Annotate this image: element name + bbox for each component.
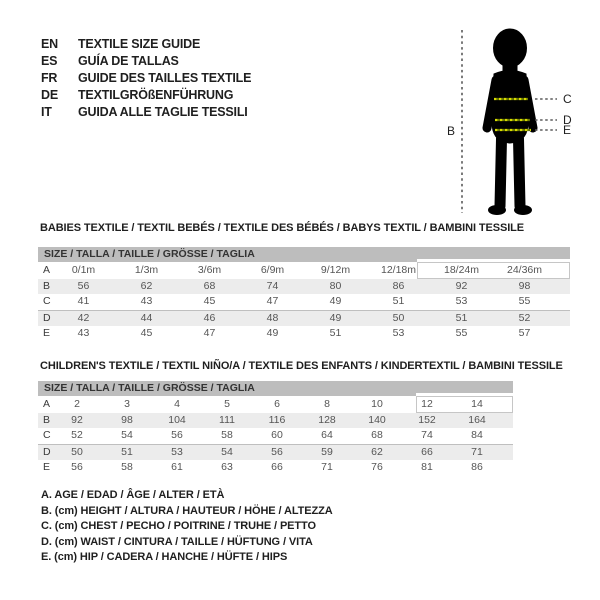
- child-silhouette-figure: [435, 12, 595, 227]
- table-cell: 104: [152, 413, 202, 429]
- child-silhouette: [487, 29, 533, 215]
- spacer-cell: [502, 444, 513, 460]
- language-title: TEXTILGRÖßENFÜHRUNG: [78, 88, 234, 102]
- language-title: TEXTILE SIZE GUIDE: [78, 37, 201, 51]
- table-cell: 55: [455, 327, 468, 339]
- table-cell: 54: [121, 429, 133, 441]
- table-cell: 2: [74, 398, 80, 410]
- spacer-cell: [502, 428, 513, 444]
- table-row: [38, 294, 570, 310]
- size-diagram: [435, 12, 595, 227]
- table-row: [38, 428, 513, 444]
- table-cell: 56: [52, 279, 115, 295]
- table-cell: 45: [140, 327, 153, 339]
- table-cell: 63: [221, 461, 233, 473]
- language-title-block: [41, 36, 251, 121]
- label-e: E: [563, 123, 572, 137]
- table-cell: 14: [471, 398, 483, 410]
- row-label: A: [43, 398, 51, 410]
- table-cell: 53: [392, 327, 405, 339]
- table-cell: 116: [252, 413, 302, 429]
- language-row: [41, 36, 251, 53]
- table-cell: 50: [367, 310, 430, 326]
- table-cell: 62: [115, 279, 178, 295]
- legend-item: E. (cm) HIP / CADERA / HANCHE / HÜFTE / HIPS: [41, 551, 288, 564]
- table-cell: 45: [203, 295, 216, 307]
- table-cell: 1/3m: [134, 264, 159, 276]
- table-cell: 9/12m: [320, 264, 351, 276]
- table-cell: 140: [352, 413, 402, 429]
- language-code: FR: [41, 71, 58, 85]
- language-title: GUÍA DE TALLAS: [78, 54, 179, 68]
- table-cell: 74: [241, 279, 304, 295]
- table-cell: 57: [518, 327, 531, 339]
- table-cell: 48: [241, 310, 304, 326]
- table-cell: 53: [152, 444, 202, 460]
- language-code: IT: [41, 105, 52, 119]
- table-cell: 86: [471, 461, 483, 473]
- table-cell: 41: [77, 295, 90, 307]
- row-label: D: [38, 310, 52, 326]
- table-cell: 53: [455, 295, 468, 307]
- table-cell: 43: [140, 295, 153, 307]
- table-cell: 51: [392, 295, 405, 307]
- row-label: C: [43, 295, 51, 307]
- table-cell: 3/6m: [197, 264, 222, 276]
- table-row: [38, 444, 513, 460]
- table-cell: 47: [266, 295, 279, 307]
- table-cell: 92: [52, 413, 102, 429]
- table-cell: 68: [371, 429, 383, 441]
- table-cell: 6/9m: [260, 264, 285, 276]
- table-cell: 54: [202, 444, 252, 460]
- table-cell: 98: [493, 279, 556, 295]
- table-cell: 58: [221, 429, 233, 441]
- row-label: E: [43, 327, 51, 339]
- table-cell: 68: [178, 279, 241, 295]
- table-cell: 80: [304, 279, 367, 295]
- table-row: [38, 279, 570, 295]
- language-row: [41, 70, 251, 87]
- table-cell: 76: [371, 461, 383, 473]
- table-cell: 43: [77, 327, 90, 339]
- table-cell: 5: [224, 398, 230, 410]
- table-cell: 74: [421, 429, 433, 441]
- label-b: B: [447, 124, 456, 138]
- table-row: [38, 310, 570, 326]
- table-row: [38, 460, 513, 476]
- table-cell: 24/36m: [506, 264, 543, 276]
- table-cell: 55: [518, 295, 531, 307]
- table-cell: 6: [274, 398, 280, 410]
- table-cell: 62: [352, 444, 402, 460]
- table-cell: 86: [367, 279, 430, 295]
- table-cell: 56: [252, 444, 302, 460]
- language-row: [41, 104, 251, 121]
- row-label: B: [38, 413, 52, 429]
- legend-item: B. (cm) HEIGHT / ALTURA / HAUTEUR / HÖHE / ALTEZZA: [41, 504, 333, 517]
- table-cell: 71: [321, 461, 333, 473]
- table-cell: 66: [271, 461, 283, 473]
- babies-highlight-box: [417, 262, 570, 279]
- table-cell: 59: [302, 444, 352, 460]
- table-cell: 152: [402, 413, 452, 429]
- table-cell: 52: [71, 429, 83, 441]
- table-cell: 64: [321, 429, 333, 441]
- table-cell: 49: [304, 310, 367, 326]
- babies-section-title: BABIES TEXTILE / TEXTIL BEBÉS / TEXTILE DES BÉBÉS / BABYS TEXTIL / BAMBINI TESSILE: [40, 222, 525, 234]
- table-cell: 12: [421, 398, 433, 410]
- table-cell: 58: [121, 461, 133, 473]
- legend-item: D. (cm) WAIST / CINTURA / TAILLE / HÜFTUNG / VITA: [41, 535, 313, 548]
- language-row: [41, 87, 251, 104]
- table-cell: 3: [124, 398, 130, 410]
- spacer-cell: [556, 279, 570, 295]
- table-cell: 111: [202, 413, 252, 429]
- table-cell: 92: [430, 279, 493, 295]
- table-cell: 81: [421, 461, 433, 473]
- table-cell: 51: [430, 310, 493, 326]
- row-label: B: [38, 279, 52, 295]
- language-title: GUIDE DES TAILLES TEXTILE: [78, 71, 252, 85]
- table-cell: 98: [102, 413, 152, 429]
- row-label: D: [38, 444, 52, 460]
- spacer-cell: [502, 413, 513, 429]
- table-cell: 49: [329, 295, 342, 307]
- table-cell: 52: [493, 310, 556, 326]
- table-cell: 61: [171, 461, 183, 473]
- row-label: A: [43, 264, 51, 276]
- children-size-header: SIZE / TALLA / TAILLE / GRÖSSE / TAGLIA: [38, 381, 513, 396]
- table-cell: 56: [171, 429, 183, 441]
- language-code: DE: [41, 88, 58, 102]
- table-cell: 4: [174, 398, 180, 410]
- table-cell: 10: [371, 398, 383, 410]
- table-cell: 12/18m: [380, 264, 417, 276]
- table-cell: 51: [102, 444, 152, 460]
- table-cell: 49: [266, 327, 279, 339]
- table-cell: 84: [471, 429, 483, 441]
- table-cell: 50: [52, 444, 102, 460]
- spacer-cell: [556, 310, 570, 326]
- table-cell: 164: [452, 413, 502, 429]
- language-code: ES: [41, 54, 58, 68]
- spacer-cell: [556, 326, 570, 342]
- language-title: GUIDA ALLE TAGLIE TESSILI: [78, 105, 248, 119]
- table-cell: 0/1m: [71, 264, 96, 276]
- row-label: C: [43, 429, 51, 441]
- table-cell: 128: [302, 413, 352, 429]
- legend-item: C. (cm) CHEST / PECHO / POITRINE / TRUHE / PETTO: [41, 520, 316, 533]
- language-row: [41, 53, 251, 70]
- label-c: C: [563, 92, 572, 106]
- table-cell: 56: [71, 461, 83, 473]
- spacer-cell: [502, 460, 513, 476]
- legend-item: A. AGE / EDAD / ÂGE / ALTER / ETÀ: [41, 489, 225, 501]
- language-code: EN: [41, 37, 58, 51]
- table-cell: 51: [329, 327, 342, 339]
- table-cell: 66: [402, 444, 452, 460]
- table-cell: 44: [115, 310, 178, 326]
- table-cell: 8: [324, 398, 330, 410]
- label-d: D: [563, 113, 572, 127]
- table-cell: 60: [271, 429, 283, 441]
- babies-size-header: SIZE / TALLA / TAILLE / GRÖSSE / TAGLIA: [38, 247, 570, 262]
- children-section-title: CHILDREN'S TEXTILE / TEXTIL NIÑO/A / TEXTILE DES ENFANTS / KINDERTEXTIL / BAMBINI TESSILE: [40, 360, 563, 372]
- row-label: E: [43, 461, 51, 473]
- table-row: [38, 326, 570, 342]
- table-cell: 71: [452, 444, 502, 460]
- table-row: [38, 413, 513, 429]
- table-cell: 18/24m: [443, 264, 480, 276]
- spacer-cell: [556, 294, 570, 310]
- table-cell: 47: [203, 327, 216, 339]
- table-cell: 42: [52, 310, 115, 326]
- measurement-legend: [41, 488, 333, 566]
- table-cell: 46: [178, 310, 241, 326]
- children-highlight-box: [416, 396, 513, 413]
